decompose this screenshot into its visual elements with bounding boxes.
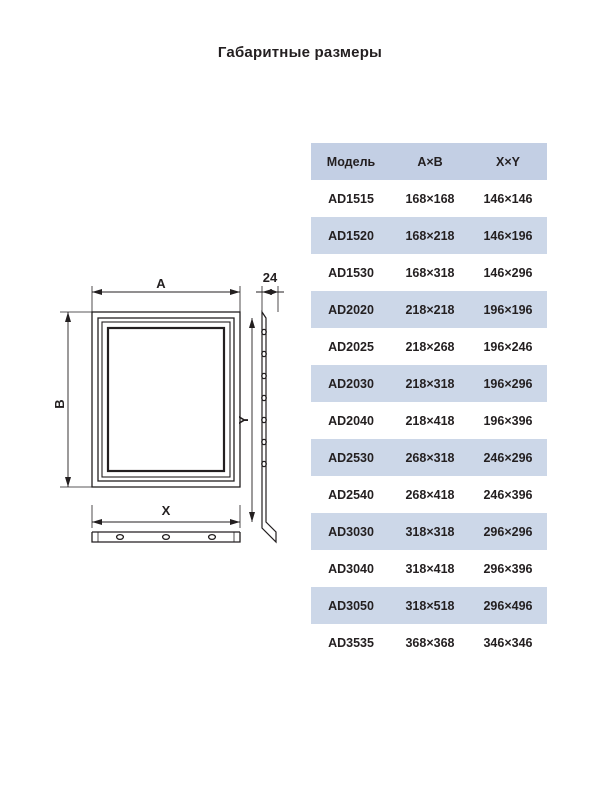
column-header-xy: X×Y: [469, 143, 547, 180]
label-dimension-y: Y: [236, 415, 251, 425]
column-header-ab: A×B: [391, 143, 469, 180]
table-row: [311, 513, 547, 550]
cell-xy: 196×396: [483, 413, 533, 428]
cell-model: AD3030: [311, 513, 391, 550]
page-title: Габаритные размеры: [217, 44, 383, 61]
cell-xy: 196×246: [483, 339, 533, 354]
table-row: [311, 439, 547, 476]
cell-model: AD2030: [311, 365, 391, 402]
cell-xy: 346×346: [483, 635, 533, 650]
cell-ab: 168×168: [405, 191, 455, 206]
table-row: [311, 550, 547, 587]
cell-xy: 146×196: [469, 217, 547, 254]
table-row: [311, 217, 547, 254]
cell-xy: 246×396: [483, 487, 533, 502]
cell-xy: 296×496: [469, 587, 547, 624]
label-thickness: 24: [262, 270, 278, 285]
cell-model: AD3535: [328, 635, 374, 650]
cell-model: AD2025: [328, 339, 374, 354]
table-row: [311, 624, 547, 661]
cell-xy: 196×296: [469, 365, 547, 402]
technical-drawing: [30, 270, 290, 580]
label-dimension-b: B: [52, 399, 67, 409]
cell-model: AD2040: [328, 413, 374, 428]
cell-ab: 318×318: [391, 513, 469, 550]
column-header-model: Модель: [311, 143, 391, 180]
table-row: [311, 291, 547, 328]
cell-model: AD2540: [328, 487, 374, 502]
cell-ab: 218×218: [391, 291, 469, 328]
cell-ab: 218×318: [391, 365, 469, 402]
table-row: [311, 476, 547, 513]
cell-xy: 146×296: [483, 265, 533, 280]
cell-model: AD2530: [311, 439, 391, 476]
table-row: [311, 402, 547, 439]
cell-model: AD1520: [311, 217, 391, 254]
cell-ab: 368×368: [405, 635, 455, 650]
cell-model: AD1530: [328, 265, 374, 280]
cell-xy: 296×396: [483, 561, 533, 576]
cell-model: AD3040: [328, 561, 374, 576]
cell-xy: 146×146: [483, 191, 533, 206]
cell-ab: 218×268: [405, 339, 455, 354]
table-header-row: [311, 143, 547, 180]
cell-xy: 296×296: [469, 513, 547, 550]
label-dimension-x: X: [161, 503, 171, 518]
cell-ab: 168×318: [405, 265, 455, 280]
table-row: [311, 587, 547, 624]
cell-model: AD1515: [328, 191, 374, 206]
table-row: [311, 254, 547, 291]
dimensions-table: [311, 143, 547, 661]
cell-xy: 196×196: [469, 291, 547, 328]
cell-ab: 168×218: [391, 217, 469, 254]
table-row: [311, 328, 547, 365]
cell-xy: 246×296: [469, 439, 547, 476]
cell-ab: 218×418: [405, 413, 455, 428]
table-row: [311, 365, 547, 402]
cell-ab: 318×518: [391, 587, 469, 624]
table-row: [311, 180, 547, 217]
cell-ab: 268×418: [405, 487, 455, 502]
cell-model: AD3050: [311, 587, 391, 624]
label-dimension-a: A: [156, 276, 166, 291]
cell-ab: 318×418: [405, 561, 455, 576]
cell-model: AD2020: [311, 291, 391, 328]
cell-ab: 268×318: [391, 439, 469, 476]
